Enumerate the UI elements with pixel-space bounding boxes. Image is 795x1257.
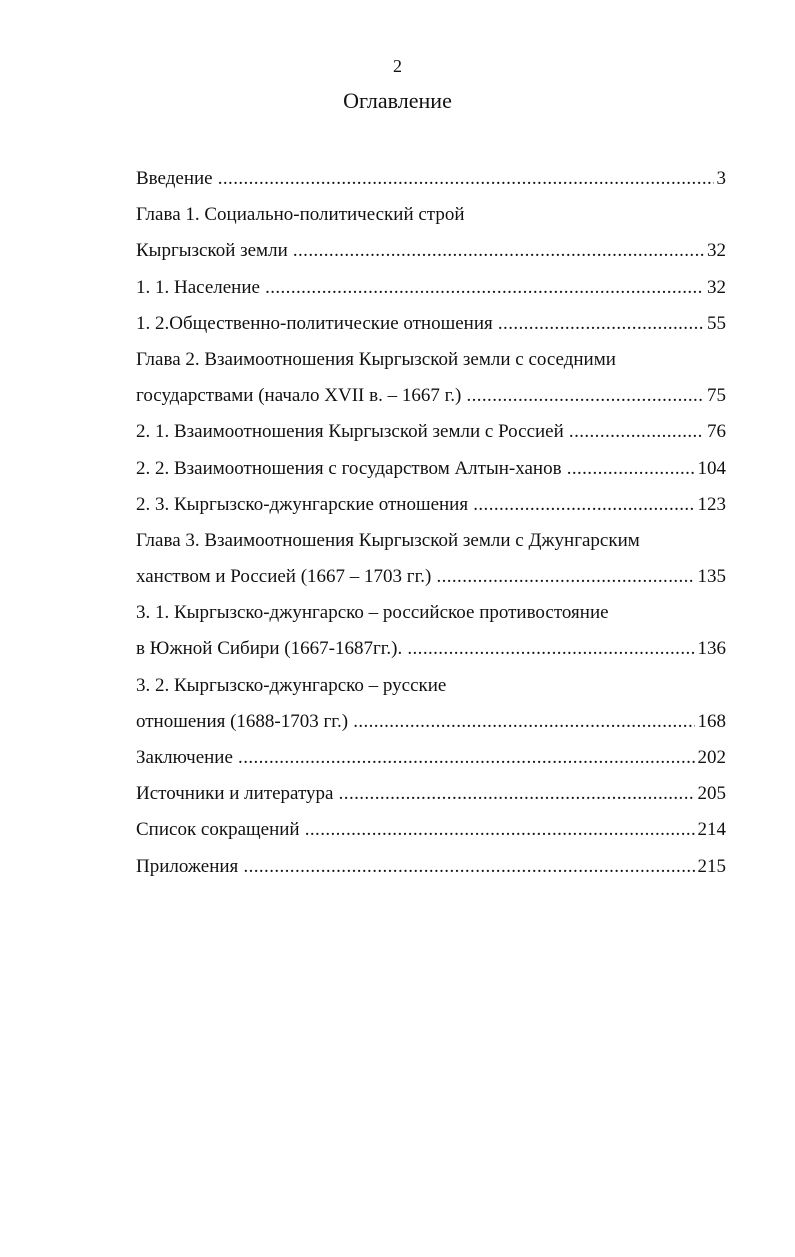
toc-entry-text: 2. 2. Взаимоотношения с государством Алтын-ханов ..... bbox=[136, 458, 726, 479]
toc-entry-text: Глава 3. Взаимоотношения Кыргызской земли с Джунгарским bbox=[136, 529, 640, 551]
toc-entry-section-3-1-cont bbox=[136, 634, 726, 670]
toc-entry-text: Заключение ..... bbox=[136, 747, 726, 768]
toc-entry-appendices bbox=[136, 852, 726, 888]
toc-entry-text: Введение ..... bbox=[136, 168, 726, 189]
toc-entry-section-1-2 bbox=[136, 309, 726, 345]
toc-entry-text: Источники и литература ..... bbox=[136, 783, 726, 804]
toc-entry-page: 3 bbox=[714, 164, 727, 194]
toc-entry-section-3-2-cont bbox=[136, 707, 726, 743]
toc-entry-abbreviations bbox=[136, 815, 726, 851]
toc-entry-sources bbox=[136, 779, 726, 815]
toc-entry-conclusion bbox=[136, 743, 726, 779]
toc-entry-page: 215 bbox=[695, 852, 727, 882]
toc-entry-text: 1. 1. Население ..... bbox=[136, 277, 726, 298]
toc-entry-page: 202 bbox=[695, 743, 727, 773]
toc-entry-page: 168 bbox=[695, 707, 727, 737]
toc-entry-chapter-3 bbox=[136, 526, 726, 562]
toc-entry-page: 205 bbox=[695, 779, 727, 809]
toc-entry-text: государствами (начало XVII в. – 1667 г.) ..... bbox=[136, 385, 726, 406]
toc-entry-section-3-1 bbox=[136, 598, 726, 634]
toc-entry-text: Глава 1. Социально-политический строй bbox=[136, 204, 465, 226]
toc-entry-text: 3. 1. Кыргызско-джунгарско – российское противостояние bbox=[136, 602, 609, 624]
toc-entry-text: отношения (1688-1703 гг.) ..... bbox=[136, 711, 726, 732]
toc-entry-page: 32 bbox=[704, 236, 726, 266]
table-of-contents bbox=[136, 164, 726, 888]
toc-entry-section-1-1 bbox=[136, 273, 726, 309]
toc-entry-page: 123 bbox=[695, 490, 727, 520]
toc-entry-page: 75 bbox=[704, 381, 726, 411]
toc-entry-page: 32 bbox=[704, 273, 726, 303]
toc-entry-page: 76 bbox=[704, 417, 726, 447]
toc-entry-text: Кыргызской земли ..... bbox=[136, 240, 726, 261]
page-title: Оглавление bbox=[343, 88, 452, 113]
toc-entry-introduction bbox=[136, 164, 726, 200]
toc-entry-chapter-1 bbox=[136, 200, 726, 236]
toc-entry-page: 135 bbox=[695, 562, 727, 592]
toc-entry-chapter-1-cont bbox=[136, 236, 726, 272]
toc-entry-text: Приложения ..... bbox=[136, 856, 726, 877]
toc-entry-page: 55 bbox=[704, 309, 726, 339]
toc-entry-text: Глава 2. Взаимоотношения Кыргызской земли с соседними bbox=[136, 348, 616, 370]
toc-entry-section-2-1 bbox=[136, 417, 726, 453]
page-number: 2 bbox=[393, 56, 402, 76]
toc-entry-section-2-3 bbox=[136, 490, 726, 526]
toc-entry-chapter-2-cont bbox=[136, 381, 726, 417]
toc-entry-text: 3. 2. Кыргызско-джунгарско – русские bbox=[136, 674, 447, 696]
toc-entry-text: 1. 2.Общественно-политические отношения ..... bbox=[136, 313, 726, 334]
toc-entry-section-2-2 bbox=[136, 454, 726, 490]
toc-entry-chapter-2 bbox=[136, 345, 726, 381]
toc-entry-text: 2. 1. Взаимоотношения Кыргызской земли с Россией ..... bbox=[136, 421, 726, 442]
toc-entry-chapter-3-cont bbox=[136, 562, 726, 598]
toc-entry-page: 104 bbox=[695, 454, 727, 484]
toc-entry-section-3-2 bbox=[136, 671, 726, 707]
toc-entry-page: 136 bbox=[695, 634, 727, 664]
toc-entry-text: ханством и Россией (1667 – 1703 гг.) ..... bbox=[136, 566, 726, 587]
toc-entry-text: в Южной Сибири (1667-1687гг.). ..... bbox=[136, 638, 726, 659]
toc-entry-text: 2. 3. Кыргызско-джунгарские отношения ..... bbox=[136, 494, 726, 515]
toc-entry-page: 214 bbox=[695, 815, 727, 845]
toc-entry-text: Список сокращений ..... bbox=[136, 819, 726, 840]
